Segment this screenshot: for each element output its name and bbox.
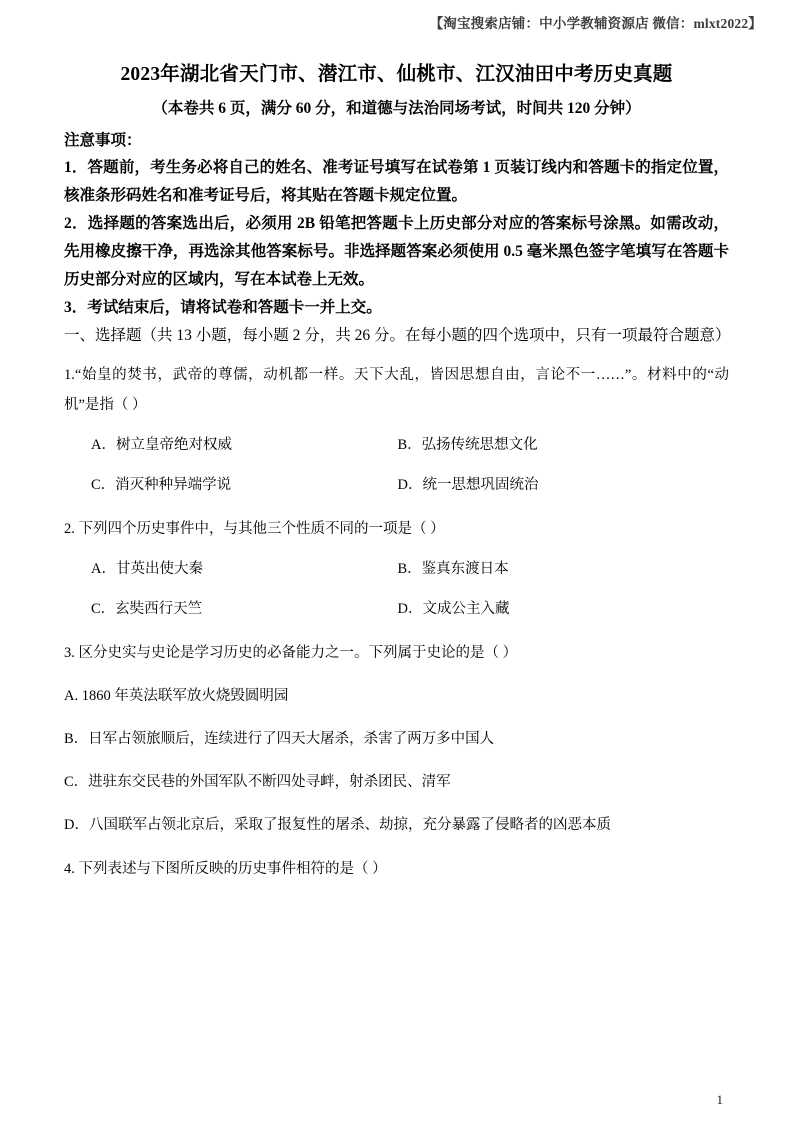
option-d[interactable]: D．文成公主入藏	[397, 601, 510, 617]
option-c[interactable]: C．玄奘西行天竺	[91, 601, 203, 617]
option-a[interactable]: A．甘英出使大秦	[91, 561, 203, 577]
notice-item-3: 3．考试结束后，请将试卷和答题卡一并上交。	[64, 299, 382, 316]
option-d[interactable]: D．统一思想巩固统治	[397, 477, 539, 493]
header-watermark-text: 【淘宝搜索店铺：中小学教辅资源店 微信：mlxt2022】	[429, 16, 762, 31]
page-title: 2023年湖北省天门市、潜江市、仙桃市、江汉油田中考历史真题	[120, 64, 673, 85]
document-content	[64, 58, 729, 884]
section-heading-multiple-choice: 一、选择题（共 13 小题，每小题 2 分，共 26 分。在每小题的四个选项中，只有一项最符合题意）	[64, 327, 731, 344]
option-row	[64, 470, 729, 500]
question-1-options	[64, 430, 729, 500]
question-3-options	[64, 681, 729, 840]
option-row	[64, 594, 729, 624]
option-c[interactable]: C．消灭种种异端学说	[91, 477, 232, 493]
option-b[interactable]: B．鉴真东渡日本	[397, 561, 509, 577]
notice-item-1: 1．答题前，考生务必将自己的姓名、准考证号填写在试卷第 1 页装订线内和答题卡的指定位置，核准条形码姓名和准考证号后，将其贴在答题卡规定位置。	[64, 159, 729, 204]
question-stem-1: 1.“始皇的焚书，武帝的尊儒，动机都一样。天下大乱，皆因思想自由，言论不一……”。材料中的“动机”是指（ ）	[64, 367, 729, 413]
option-a[interactable]: A．树立皇帝绝对权威	[91, 437, 232, 453]
option-b[interactable]: B．弘扬传统思想文化	[397, 437, 538, 453]
notice-heading: 注意事项：	[64, 132, 142, 149]
page-number: 1	[716, 1092, 723, 1107]
page-subtitle: （本卷共 6 页，满分 60 分，和道德与法治同场考试，时间共 120 分钟）	[152, 100, 641, 117]
option-c[interactable]: C．进驻东交民巷的外国军队不断四处寻衅，射杀团民、清军	[64, 774, 451, 790]
option-row	[64, 430, 729, 460]
notice-item-2: 2．选择题的答案选出后，必须用 2B 铅笔把答题卡上历史部分对应的答案标号涂黑。如需改动，先用橡皮擦干净，再选涂其他答案标号。非选择题答案必须使用 0.5 毫米黑色签字笔填写在答题卡历史部分对应的区域内，写在本试卷上无效。	[64, 215, 729, 288]
question-stem-2: 2. 下列四个历史事件中，与其他三个性质不同的一项是（ ）	[64, 521, 445, 537]
question-stem-3: 3. 区分史实与史论是学习历史的必备能力之一。下列属于史论的是（ ）	[64, 645, 518, 661]
option-row	[64, 554, 729, 584]
question-2-options	[64, 554, 729, 624]
question-stem-4: 4. 下列表述与下图所反映的历史事件相符的是（ ）	[64, 861, 387, 877]
option-d[interactable]: D．八国联军占领北京后，采取了报复性的屠杀、劫掠，充分暴露了侵略者的凶恶本质	[64, 817, 611, 833]
option-b[interactable]: B．日军占领旅顺后，连续进行了四天大屠杀，杀害了两万多中国人	[64, 731, 495, 747]
option-a[interactable]: A. 1860 年英法联军放火烧毁圆明园	[64, 688, 289, 704]
